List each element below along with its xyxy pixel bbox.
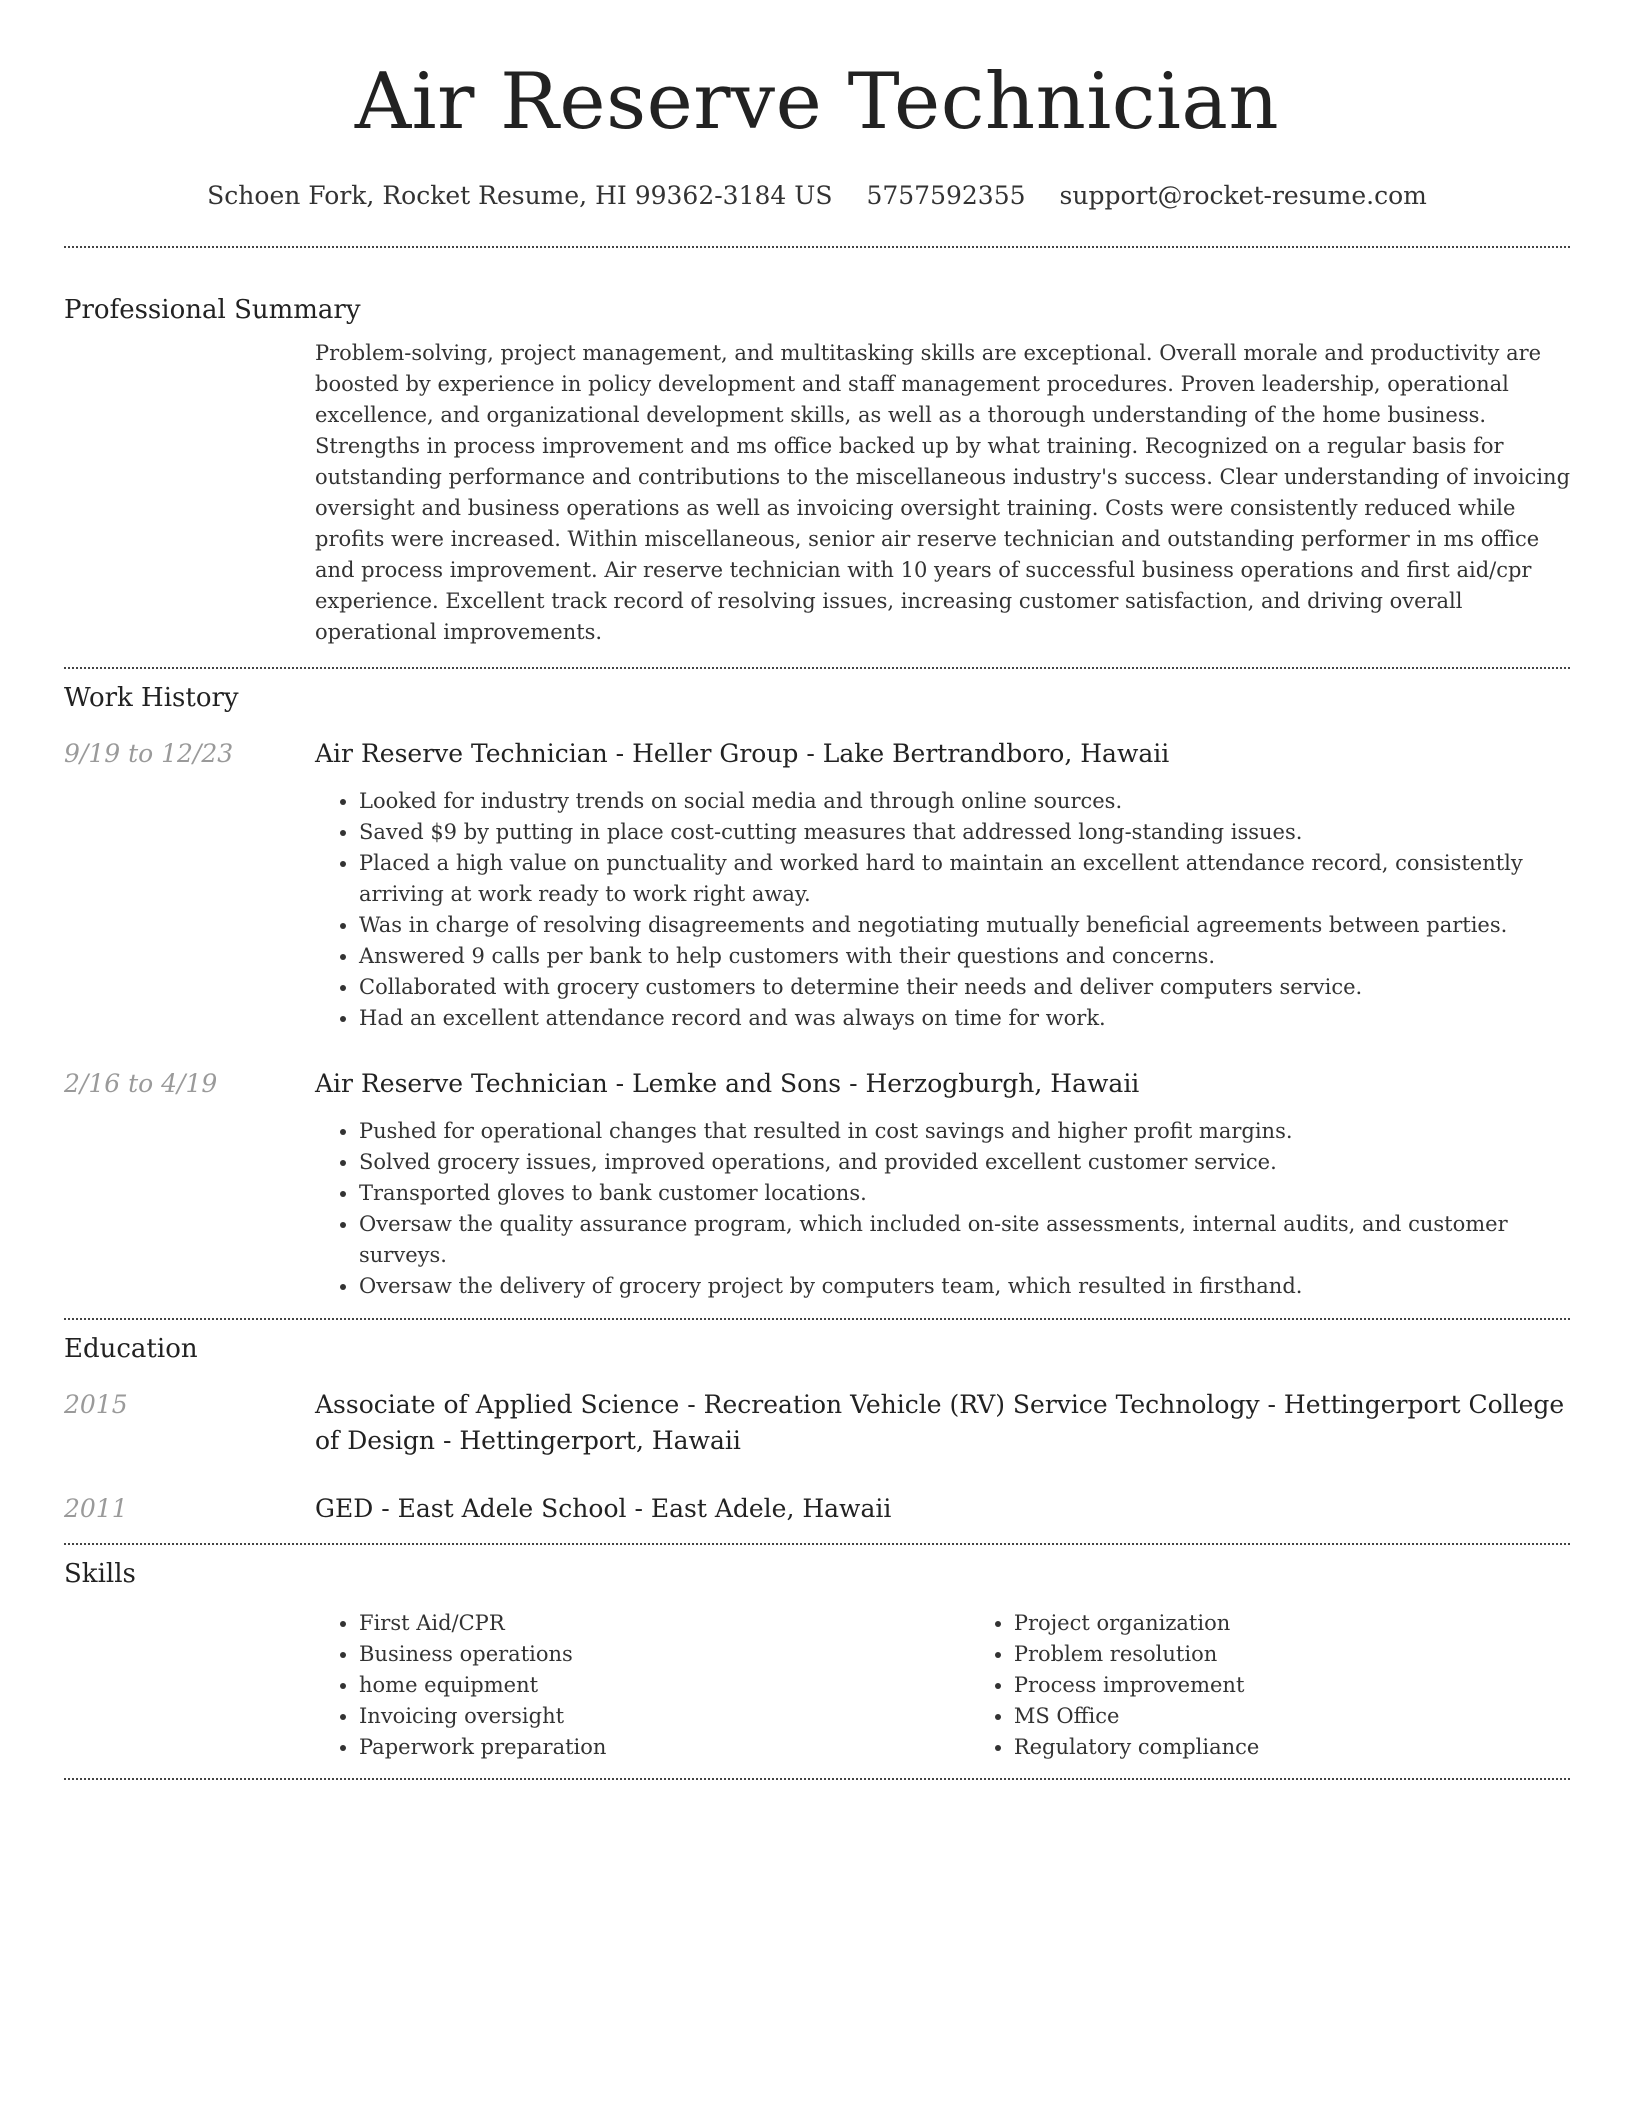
job-title: Air Reserve Technician - Lemke and Sons - Herzogburgh, Hawaii [315, 1069, 1140, 1098]
job-bullet: • Solved grocery issues, improved operations, and provided excellent customer service. [359, 1147, 1570, 1178]
contact-address: Schoen Fork, Rocket Resume, HI 99362-3184 US [207, 181, 833, 210]
skill-item: • MS Office [1014, 1701, 1570, 1732]
divider [64, 1318, 1570, 1320]
skill-item: • Project organization [1014, 1608, 1570, 1639]
section-title-education: Education [64, 1334, 198, 1364]
divider [64, 1543, 1570, 1545]
job-bullet: • Oversaw the delivery of grocery project by computers team, which resulted in firsthand. [359, 1271, 1570, 1302]
contact-phone: 5757592355 [866, 181, 1026, 210]
education-details [315, 1387, 1570, 1459]
divider [64, 1778, 1570, 1780]
job-dates: 9/19 to 12/23 [64, 739, 234, 768]
skills-grid [315, 1608, 1570, 1763]
skill-item: • Regulatory compliance [1014, 1732, 1570, 1763]
skills-list-left [315, 1608, 970, 1763]
job-entry [64, 1066, 1570, 1302]
divider [64, 246, 1570, 248]
skill-item: • Problem resolution [1014, 1639, 1570, 1670]
job-bullet: • Looked for industry trends on social media and through online sources. [359, 786, 1570, 817]
job-bullet: • Transported gloves to bank customer locations. [359, 1178, 1570, 1209]
education-entry [64, 1387, 1570, 1459]
education-year: 2015 [64, 1390, 128, 1419]
skill-item: • Business operations [359, 1639, 970, 1670]
job-bullets [315, 786, 1570, 1034]
job-bullets [315, 1116, 1570, 1302]
education-details [315, 1491, 1570, 1527]
job-bullet: • Saved $9 by putting in place cost-cutting measures that addressed long-standing issues. [359, 817, 1570, 848]
section-title-summary: Professional Summary [64, 295, 361, 325]
summary-body [315, 338, 1570, 648]
summary-section [64, 294, 1570, 648]
contact-line [64, 180, 1570, 212]
section-title-work-history: Work History [64, 683, 239, 713]
job-title: Air Reserve Technician - Heller Group - Lake Bertrandboro, Hawaii [315, 739, 1170, 768]
job-bullet: • Oversaw the quality assurance program, which included on-site assessments, internal audits, and customer surveys. [359, 1209, 1570, 1271]
job-bullet: • Pushed for operational changes that resulted in cost savings and higher profit margins. [359, 1116, 1570, 1147]
education-entry [64, 1491, 1570, 1527]
education-title: Associate of Applied Science - Recreation Vehicle (RV) Service Technology - Hettingerport College of Design - Hettingerport, Hawaii [315, 1390, 1565, 1455]
job-bullet: • Answered 9 calls per bank to help customers with their questions and concerns. [359, 941, 1570, 972]
divider [64, 667, 1570, 669]
job-bullet: • Collaborated with grocery customers to determine their needs and deliver computers service. [359, 972, 1570, 1003]
skill-item: • home equipment [359, 1670, 970, 1701]
skill-item: • Paperwork preparation [359, 1732, 970, 1763]
job-details [315, 1066, 1570, 1302]
skill-item: • Process improvement [1014, 1670, 1570, 1701]
skills-row [64, 1608, 1570, 1763]
resume-name: Air Reserve Technician [354, 57, 1280, 147]
resume-page [64, 0, 1570, 1780]
skill-item: • Invoicing oversight [359, 1701, 970, 1732]
job-bullet: • Was in charge of resolving disagreements and negotiating mutually beneficial agreements between parties. [359, 910, 1570, 941]
education-section [64, 1333, 1570, 1527]
job-details [315, 736, 1570, 1034]
skills-list-right [970, 1608, 1570, 1763]
job-entry [64, 736, 1570, 1034]
skill-item: • First Aid/CPR [359, 1608, 970, 1639]
summary-text: Problem-solving, project management, and multitasking skills are exceptional. Overall morale and productivity are boosted by experience in policy development and staff management procedures. Proven leadership, operational excellence, and organizational development skills, as well as a thorough understanding of the home business. Strengths in process improvement and ms office backed up by what training. Recognized on a regular basis for outstanding performance and contributions to the miscellaneous industry's success. Clear understanding of invoicing oversight and business operations as well as invoicing oversight training. Costs were consistently reduced while profits were increased. Within miscellaneous, senior air reserve technician and outstanding performer in ms office and process improvement. Air reserve technician with 10 years of successful business operations and first aid/cpr experience. Excellent track record of resolving issues, increasing customer satisfaction, and driving overall operational improvements. [315, 341, 1571, 644]
section-title-skills: Skills [64, 1559, 136, 1589]
education-title: GED - East Adele School - East Adele, Hawaii [315, 1494, 892, 1523]
work-history-section [64, 682, 1570, 1302]
job-bullet: • Had an excellent attendance record and was always on time for work. [359, 1003, 1570, 1034]
education-year: 2011 [64, 1494, 128, 1523]
skills-section [64, 1558, 1570, 1763]
job-bullet: • Placed a high value on punctuality and worked hard to maintain an excellent attendance record, consistently arriving at work ready to work right away. [359, 848, 1570, 910]
job-dates: 2/16 to 4/19 [64, 1069, 218, 1098]
contact-email: support@rocket-resume.com [1059, 181, 1427, 210]
summary-row [64, 338, 1570, 648]
